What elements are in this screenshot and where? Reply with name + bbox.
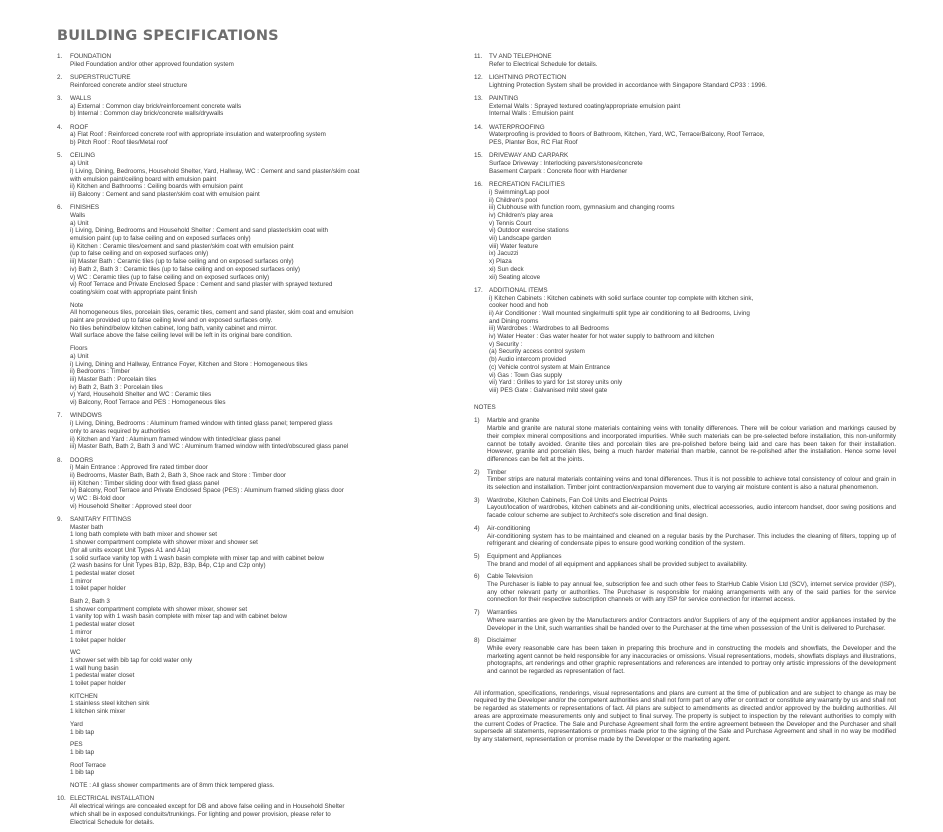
- spec-line: 1 pedestal water closet: [70, 569, 135, 577]
- spec-line: which shall be in exposed conduits/trunkings. For lighting and power provision, please refer to: [70, 810, 331, 818]
- spec-line: vi) Household Shelter : Approved steel door: [70, 502, 192, 510]
- spec-line: 1 wall hung basin: [70, 664, 119, 672]
- footer-disclaimer: All information, specifications, renderings, visual representations and plans are current at the time of publication and are subject to change as may be required by the Developer and/or the competent authorities and shall not form part of any offer or contract or constitute any warranty by us and shall not be regarded as statements or representations of fact. All plans are subject to amendments as directed and/or approved by the building authorities. All areas are approximate measurements only and subject to final survey. The property is subject to inspection by the relevant authorities to comply with the current Codes of Practice. The Sale and Purchase Agreement shall form the entire agreement between the Developer and the Purchaser and shall supersede all statements, representations or promises made prior to the signing of the Sale and Purchase Agreement and shall in no way be modified by any statement, representation or promise made by the Developer or the marketing agent.: [474, 689, 896, 743]
- section-number: 5.: [57, 152, 63, 160]
- spec-line: b) Pitch Roof : Roof tiles/Metal roof: [70, 139, 168, 147]
- spec-line: Refer to Electrical Schedule for details.: [489, 60, 598, 68]
- section-title: TV AND TELEPHONE: [489, 53, 552, 60]
- spec-line: a) Unit: [70, 160, 89, 168]
- note-text: Air-conditioning system has to be maintained and cleaned on a regular basis by the Purchaser. This includes the cleaning of filters, topping up of refrigerant and clearing of condensate pipes to ensure good working condition of the system.: [487, 532, 896, 548]
- spec-line: coating/skim coat with appropriate paint finish: [70, 288, 198, 296]
- spec-line: Bath 2, Bath 3: [70, 598, 110, 606]
- note-text: Timber strips are natural materials containing veins and tonal differences. Thus it is not possible to achieve total consistency of colour and grain in its selection and installation. Timber joint contraction/expansion movement due to varying air moisture content is also a natural phenomenon.: [487, 476, 896, 492]
- section-number: 12.: [474, 74, 483, 81]
- section-title: FOUNDATION: [70, 53, 112, 60]
- spec-line: Lightning Protection System shall be provided in accordance with Singapore Standard CP33 : 1996.: [489, 81, 767, 89]
- spec-line: vi) Roof Terrace and Private Enclosed Space : Cement and sand plaster with sprayed textured: [70, 281, 333, 289]
- spec-line: 1 pedestal water closet: [70, 621, 135, 629]
- section-number: 11.: [474, 53, 483, 60]
- spec-section: [57, 152, 462, 198]
- section-number: 1.: [57, 53, 63, 60]
- spec-section: [57, 53, 462, 68]
- spec-line: ii) Bedrooms, Master Bath, Bath 2, Bath 3, Shoe rack and Store : Timber door: [70, 471, 286, 479]
- spec-line: KITCHEN: [70, 692, 98, 700]
- spec-section: [474, 95, 896, 118]
- section-number: 14.: [474, 123, 483, 131]
- note-title: Disclaimer: [487, 637, 517, 645]
- note-item: [474, 637, 896, 676]
- spec-line: 1 shower compartment complete with shower mixer and shower set: [70, 539, 258, 547]
- left-column: [57, 53, 462, 832]
- note-item: [474, 417, 896, 463]
- spec-line: All electrical wirings are concealed except for DB and above false ceiling and in Household Shelter: [70, 803, 345, 811]
- spec-line: a) Unit: [70, 352, 89, 360]
- spec-line: 1 pedestal water closet: [70, 672, 135, 680]
- spec-line: xi) Sun deck: [489, 265, 524, 273]
- spec-line: v) Security :: [489, 340, 523, 348]
- spec-line: 1 shower compartment complete with shower mixer, shower set: [70, 605, 248, 613]
- spec-line: Master bath: [70, 523, 104, 531]
- note-number: 1): [474, 417, 480, 425]
- spec-line: 1 vanity top with 1 wash basin complete with mixer tap and with cabinet below: [70, 613, 288, 621]
- section-title: PAINTING: [489, 95, 519, 102]
- spec-line: Internal Walls : Emulsion paint: [489, 110, 574, 118]
- spec-line: vii) Landscape garden: [489, 235, 551, 243]
- note-title: Air-conditioning: [487, 524, 531, 532]
- section-number: 4.: [57, 123, 63, 131]
- spec-line: b) Internal : Common clay brick/concrete walls/drywalls: [70, 110, 224, 118]
- note-number: 2): [474, 468, 480, 476]
- spec-section: [57, 516, 462, 790]
- note-item: [474, 469, 896, 492]
- spec-line: i) Living, Dining, Bedrooms, Household Shelter, Yard, Hallway, WC : Cement and sand plaster/skim coat: [70, 167, 360, 175]
- spec-line: Waterproofing is provided to floors of Bathroom, Kitchen, Yard, WC, Terrace/Balcony, Roof Terrace,: [489, 131, 765, 139]
- spec-line: vii) Yard : Grilles to yard for 1st storey units only: [489, 379, 623, 387]
- note-item: [474, 553, 896, 568]
- note-number: 8): [474, 637, 480, 645]
- note-item: [474, 525, 896, 548]
- page-title: BUILDING SPECIFICATIONS: [57, 28, 279, 44]
- notes-section: [474, 404, 896, 744]
- spec-line: v) WC : Bi-fold door: [70, 495, 125, 503]
- section-title: WATERPROOFING: [489, 123, 545, 131]
- section-title: RECREATION FACILITIES: [489, 181, 565, 189]
- section-title: ELECTRICAL INSTALLATION: [70, 795, 155, 803]
- section-title: SANITARY FITTINGS: [70, 516, 132, 524]
- note-title: Marble and granite: [487, 417, 540, 425]
- section-title: DRIVEWAY AND CARPARK: [489, 152, 569, 160]
- spec-line: i) Living, Dining, Bedrooms : Aluminum framed window with tinted glass panel; tempered glass: [70, 420, 333, 428]
- section-number: 3.: [57, 95, 63, 102]
- spec-line: iv) Children's play area: [489, 211, 553, 219]
- spec-line: i) Main Entrance : Approved fire rated timber door: [70, 464, 208, 472]
- spec-section: [57, 457, 462, 511]
- section-number: 9.: [57, 516, 63, 524]
- note-title: Wardrobe, Kitchen Cabinets, Fan Coil Units and Electrical Points: [487, 496, 668, 504]
- note-title: Cable Television: [487, 573, 533, 581]
- spec-line: iii) Master Bath, Bath 2, Bath 3 and WC : Aluminum framed window with tinted/obscured glass panel: [70, 443, 349, 451]
- spec-line: 1 bib tap: [70, 728, 95, 736]
- note-item: [474, 573, 896, 604]
- spec-section: [474, 152, 896, 175]
- note-text: The Purchaser is liable to pay annual fee, subscription fee and such other fees to StarHub Cable Vision Ltd (SCV), internet service provider (ISP), any other relevant party or authorities. The Purchaser is responsible for making arrangements with any of the said parties for the service connection for their respective subscription channels or with any ISP for service connection for internet access.: [487, 581, 896, 604]
- spec-line: vi) Outdoor exercise stations: [489, 227, 569, 235]
- spec-line: PES: [70, 741, 83, 749]
- spec-line: a) Flat Roof : Reinforced concrete roof with appropriate insulation and waterproofing system: [70, 131, 326, 139]
- spec-line: only to areas required by authorities: [70, 427, 171, 435]
- section-number: 13.: [474, 95, 483, 102]
- spec-line: iv) Bath 2, Bath 3 : Ceramic tiles (up to false ceiling and on exposed surfaces only): [70, 265, 300, 273]
- spec-line: vi) Gas : Town Gas supply: [489, 371, 563, 379]
- spec-line: 1 shower set with bib tap for cold water only: [70, 656, 193, 664]
- spec-line: WC: [70, 649, 81, 657]
- notes-heading: NOTES: [474, 403, 496, 411]
- spec-line: (b) Audio intercom provided: [489, 356, 567, 364]
- spec-line: No tiles behind/below kitchen cabinet, long bath, vanity cabinet and mirror.: [70, 324, 277, 332]
- right-column: [474, 53, 896, 744]
- spec-line: iv) Bath 2, Bath 3 : Porcelain tiles: [70, 383, 163, 391]
- spec-section: [57, 795, 462, 826]
- spec-line: (a) Security access control system: [489, 348, 585, 356]
- spec-line: 1 bib tap: [70, 749, 95, 756]
- spec-line: with emulsion paint/ceiling board with emulsion paint: [70, 175, 217, 183]
- spec-line: 1 kitchen sink mixer: [70, 708, 126, 716]
- spec-line: (2 wash basins for Unit Types B1p, B2p, B3p, B4p, C1p and C2p only): [70, 562, 266, 570]
- spec-line: Roof Terrace: [70, 761, 106, 769]
- section-title: LIGHTNING PROTECTION: [489, 74, 567, 81]
- spec-line: ii) Kitchen : Ceramic tiles/cement and sand plaster/skim coat with emulsion paint: [70, 242, 294, 250]
- note-number: 5): [474, 552, 480, 560]
- spec-line: 1 mirror: [70, 628, 92, 636]
- note-item: [474, 609, 896, 632]
- spec-line: ii) Kitchen and Bathrooms : Ceiling boards with emulsion paint: [70, 183, 243, 191]
- spec-line: Note: [70, 301, 84, 309]
- spec-line: iii) Master Bath : Porcelain tiles: [70, 375, 157, 383]
- note-number: 6): [474, 573, 480, 581]
- section-number: 15.: [474, 152, 483, 160]
- section-title: CEILING: [70, 152, 96, 160]
- spec-section: [57, 124, 462, 147]
- spec-line: Wall surface above the false ceiling level will be left in its original bare condition.: [70, 332, 293, 340]
- spec-line: iii) Clubhouse with function room, gymnasium and changing rooms: [489, 204, 675, 212]
- spec-line: ix) Jacuzzi: [489, 250, 519, 258]
- spec-line: 1 mirror: [70, 577, 92, 585]
- spec-line: cooker hood and hob: [489, 302, 549, 310]
- notes-list: [474, 417, 896, 675]
- spec-line: Yard: [70, 720, 83, 728]
- spec-line: 1 toilet paper holder: [70, 585, 126, 593]
- note-title: Warranties: [487, 609, 518, 617]
- spec-line: (for all units except Unit Types A1 and A1a): [70, 546, 191, 554]
- spec-line: 1 toilet paper holder: [70, 636, 126, 644]
- spec-line: i) Swimming/Lap pool: [489, 188, 550, 196]
- spec-line: i) Living, Dining, Bedrooms and Household Shelter : Cement and sand plaster/skim coat with: [70, 227, 328, 235]
- spec-line: v) Yard, Household Shelter and WC : Ceramic tiles: [70, 391, 212, 399]
- spec-line: iv) Water Heater : Gas water heater for hot water supply to bathroom and kitchen: [489, 333, 715, 341]
- spec-line: i) Kitchen Cabinets : Kitchen cabinets with solid surface counter top complete with kitchen sink,: [489, 294, 754, 302]
- spec-line: ii) Bedrooms : Timber: [70, 368, 130, 376]
- note-text: Where warranties are given by the Manufacturers and/or Contractors and/or Suppliers of any of the equipment and/or appliances installed by the Developer in the Unit, such warranties shall be handed over to the Purchaser at the time when possession of the Unit is delivered to Purchaser.: [487, 616, 896, 632]
- spec-line: iii) Wardrobes : Wardrobes to all Bedrooms: [489, 325, 609, 333]
- section-title: DOORS: [70, 456, 94, 464]
- spec-line: Reinforced concrete and/or steel structure: [70, 81, 188, 89]
- section-title: SUPERSTRUCTURE: [70, 74, 131, 81]
- spec-line: PES, Planter Box, RC Flat Roof: [489, 139, 578, 147]
- spec-line: ii) Air Conditioner : Wall mounted single/multi split type air conditioning to all Bedrooms, Living: [489, 309, 750, 317]
- note-number: 3): [474, 496, 480, 504]
- spec-line: viii) PES Gate : Galvanised mild steel gate: [489, 386, 608, 394]
- spec-line: and Dining rooms: [489, 317, 539, 325]
- note-item: [474, 497, 896, 520]
- spec-line: paint are provided up to false ceiling level and on exposed surfaces only.: [70, 317, 273, 325]
- spec-line: Floors: [70, 345, 88, 353]
- note-text: Layout/location of wardrobes, kitchen cabinets and air-conditioning units, electrical accessories, audio intercom handset, door swing positions and facade colour scheme are subject to Architect's sole discretion and final design.: [487, 504, 896, 520]
- spec-section: [57, 95, 462, 118]
- spec-line: iv) Balcony, Roof Terrace and Private Enclosed Space (PES) : Aluminum framed sliding glass door: [70, 487, 344, 495]
- spec-line: 1 bib tap: [70, 769, 95, 777]
- spec-line: Electrical Schedule for details.: [70, 818, 155, 826]
- spec-section: [57, 204, 462, 407]
- note-text: The brand and model of all equipment and appliances shall be provided subject to availability.: [487, 560, 748, 568]
- note-number: 4): [474, 524, 480, 532]
- spec-line: a) External : Common clay brick/reinforcement concrete walls: [70, 102, 242, 110]
- spec-line: Piled Foundation and/or other approved foundation system: [70, 60, 234, 68]
- spec-line: iii) Kitchen : Timber sliding door with fixed glass panel: [70, 479, 220, 487]
- spec-line: viii) Water feature: [489, 242, 539, 250]
- spec-line: ii) Children's pool: [489, 196, 538, 204]
- note-text: Marble and granite are natural stone materials containing veins with tonality differences. There will be colour variation and markings caused by their complex mineral compositions and incorporated impurities. While such materials can be pre-selected before installation, this non-uniformity cannot be totally avoided. Granite tiles and porcelain tiles are pre-polished before being laid and care has been taken for their installation. However, granite and porcelain tiles, being a much harder material than marble, cannot be re-polished after the installation. Hence some level differences can be felt at the joints.: [487, 425, 896, 463]
- spec-line: 1 long bath complete with bath mixer and shower set: [70, 531, 218, 539]
- spec-line: 1 stainless steel kitchen sink: [70, 700, 150, 708]
- section-title: WINDOWS: [70, 412, 102, 420]
- spec-line: External Walls : Sprayed textured coating/appropriate emulsion paint: [489, 102, 681, 110]
- note-title: Equipment and Appliances: [487, 552, 562, 560]
- spec-line: 1 toilet paper holder: [70, 680, 126, 688]
- spec-section: [474, 53, 896, 68]
- section-title: WALLS: [70, 95, 92, 102]
- spec-line: Surface Driveway : Interlocking pavers/stones/concrete: [489, 160, 643, 168]
- spec-line: ii) Kitchen and Yard : Aluminum framed window with tinted/clear glass panel: [70, 435, 281, 443]
- spec-section: [474, 181, 896, 281]
- spec-line: NOTE : All glass shower compartments are of 8mm thick tempered glass.: [70, 782, 275, 790]
- spec-section: [474, 124, 896, 147]
- spec-line: v) Tennis Court: [489, 219, 532, 227]
- spec-line: x) Plaza: [489, 258, 512, 266]
- section-number: 7.: [57, 412, 63, 420]
- spec-section: [474, 74, 896, 89]
- right-sections: [474, 53, 896, 395]
- spec-line: (c) Vehicle control system at Main Entrance: [489, 363, 611, 371]
- section-title: FINISHES: [70, 204, 100, 212]
- spec-line: v) WC : Ceramic tiles (up to false ceiling and on exposed surfaces only): [70, 273, 270, 281]
- section-number: 10.: [57, 795, 66, 803]
- section-number: 16.: [474, 181, 483, 189]
- spec-line: emulsion paint (up to false ceiling and on exposed surfaces only): [70, 235, 251, 243]
- spec-line: All homogeneous tiles, porcelain tiles, ceramic tiles, cement and sand plaster, skim coat and emulsion: [70, 309, 354, 317]
- section-title: ROOF: [70, 123, 89, 131]
- spec-line: i) Living, Dining and Hallway, Entrance Foyer, Kitchen and Store : Homogeneous tiles: [70, 360, 308, 368]
- section-title: ADDITIONAL ITEMS: [489, 286, 548, 294]
- note-text: While every reasonable care has been taken in preparing this brochure and in constructing the models and showflats, the Developer and the marketing agent cannot be held responsible for any inaccuracies or omissions. Visual representations, models, showflats displays and illustrations, photographs, art renderings and other graphic representations and references are intended to portray only artistic impressions of the development and cannot be regarded as representation of fact.: [487, 644, 896, 676]
- section-number: 2.: [57, 74, 63, 81]
- spec-line: vi) Balcony, Roof Terrace and PES : Homogeneous tiles: [70, 399, 226, 407]
- section-number: 17.: [474, 286, 483, 294]
- spec-section: [57, 74, 462, 89]
- spec-line: Walls: [70, 211, 86, 219]
- spec-section: [57, 412, 462, 451]
- section-number: 8.: [57, 456, 63, 464]
- spec-line: iii) Balcony : Cement and sand plaster/skim coat with emulsion paint: [70, 190, 260, 198]
- section-number: 6.: [57, 204, 63, 212]
- spec-line: xii) Seating alcove: [489, 273, 541, 281]
- spec-line: a) Unit: [70, 219, 89, 227]
- spec-line: Basement Carpark : Concrete floor with Hardener: [489, 167, 628, 175]
- spec-section: [474, 287, 896, 395]
- spec-line: 1 solid surface vanity top with 1 wash basin complete with mixer tap and with cabinet below: [70, 554, 325, 562]
- note-title: Timber: [487, 468, 507, 476]
- spec-line: iii) Master Bath : Ceramic tiles (up to false ceiling and on exposed surfaces only): [70, 258, 294, 266]
- note-number: 7): [474, 609, 480, 617]
- spec-line: (up to false ceiling and on exposed surfaces only): [70, 250, 209, 258]
